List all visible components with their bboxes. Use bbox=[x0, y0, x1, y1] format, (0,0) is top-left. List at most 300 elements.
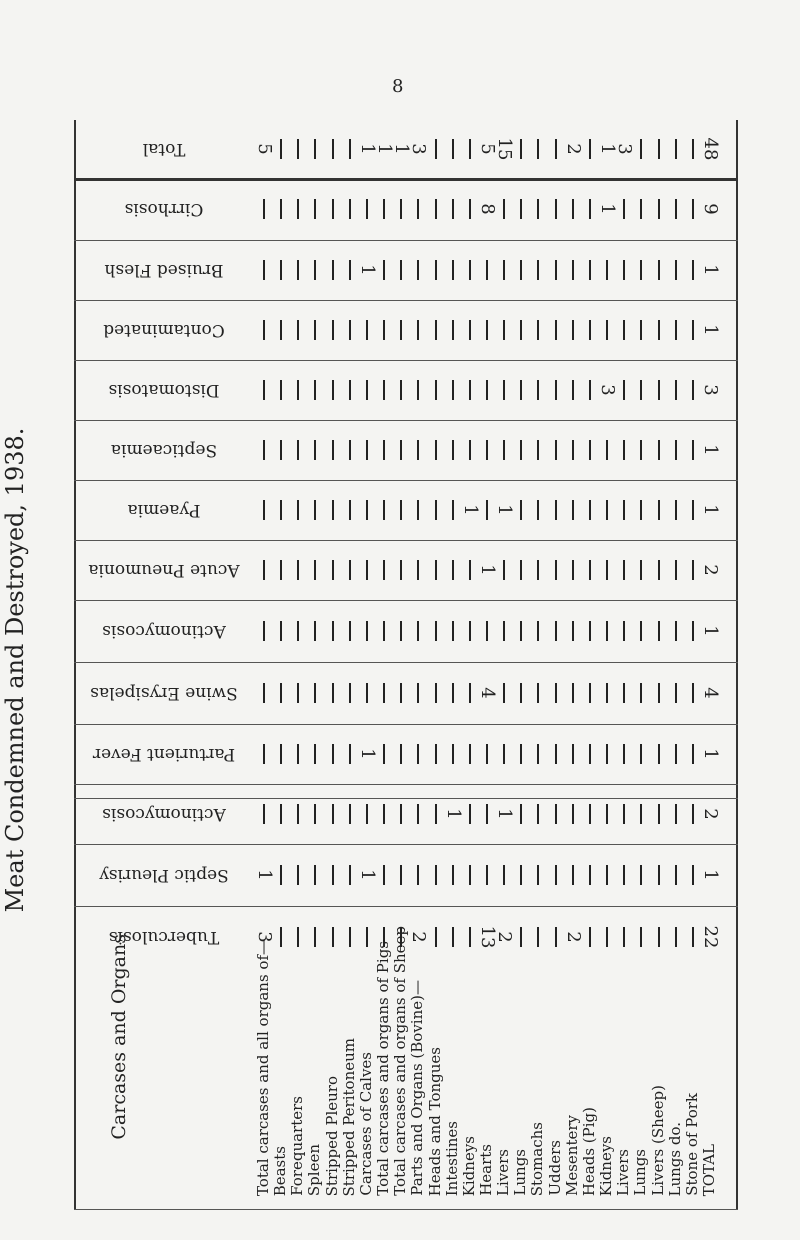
dash-mark bbox=[589, 683, 591, 703]
dash-mark bbox=[297, 744, 299, 764]
dash-mark bbox=[520, 621, 522, 641]
dash-mark bbox=[366, 199, 368, 219]
dash-mark bbox=[297, 440, 299, 460]
dash-mark bbox=[349, 139, 351, 159]
row-label-area bbox=[74, 798, 738, 1210]
dash-mark bbox=[349, 199, 351, 219]
dash-mark bbox=[297, 500, 299, 520]
dash-mark bbox=[383, 500, 385, 520]
dash-mark bbox=[606, 320, 608, 340]
dash-mark bbox=[623, 500, 625, 520]
dash-mark bbox=[263, 621, 265, 641]
cell-value: 3 bbox=[614, 143, 636, 155]
page-title: Meat Condemned and Destroyed, 1938. bbox=[1, 427, 29, 913]
dash-mark bbox=[623, 744, 625, 764]
dash-mark bbox=[692, 560, 694, 580]
dash-mark bbox=[606, 621, 608, 641]
dash-mark bbox=[417, 744, 419, 764]
cell-value: 2 bbox=[494, 931, 516, 943]
dash-mark bbox=[658, 500, 660, 520]
cell-value: 5 bbox=[477, 143, 498, 155]
table-cell bbox=[696, 378, 724, 402]
column-header: Contaminated bbox=[103, 320, 225, 340]
row-label: Lungs do. bbox=[665, 1121, 684, 1196]
dash-mark bbox=[537, 744, 539, 764]
dash-mark bbox=[572, 621, 574, 641]
cell-value: 4 bbox=[477, 687, 498, 699]
dash-mark bbox=[555, 683, 557, 703]
dash-mark bbox=[692, 621, 694, 641]
row-label: Spleen bbox=[305, 1143, 324, 1196]
dash-mark bbox=[400, 199, 402, 219]
dash-mark bbox=[400, 621, 402, 641]
dash-mark bbox=[297, 260, 299, 280]
table-cell bbox=[696, 558, 724, 582]
dash-mark bbox=[640, 560, 642, 580]
dash-mark bbox=[486, 380, 488, 400]
dash-mark bbox=[417, 683, 419, 703]
row-label: Beasts bbox=[271, 1145, 290, 1196]
dash-mark bbox=[520, 744, 522, 764]
dash-mark bbox=[332, 380, 334, 400]
dash-mark bbox=[572, 260, 574, 280]
dash-mark bbox=[314, 199, 316, 219]
dash-mark bbox=[640, 440, 642, 460]
dash-mark bbox=[486, 320, 488, 340]
dash-mark bbox=[692, 380, 694, 400]
row-label: Intestines bbox=[442, 1120, 461, 1196]
dash-mark bbox=[263, 320, 265, 340]
dash-mark bbox=[383, 440, 385, 460]
dash-mark bbox=[589, 500, 591, 520]
dash-mark bbox=[606, 683, 608, 703]
dash-mark bbox=[263, 380, 265, 400]
dash-mark bbox=[314, 500, 316, 520]
dash-mark bbox=[589, 440, 591, 460]
dash-mark bbox=[537, 380, 539, 400]
dash-mark bbox=[349, 440, 351, 460]
cell-value: 1 bbox=[356, 748, 378, 760]
dash-mark bbox=[435, 500, 437, 520]
dash-mark bbox=[435, 199, 437, 219]
dash-mark bbox=[520, 199, 522, 219]
dash-mark bbox=[503, 260, 505, 280]
table-cell bbox=[696, 318, 724, 342]
dash-mark bbox=[572, 683, 574, 703]
dash-mark bbox=[675, 440, 677, 460]
dash-mark bbox=[366, 320, 368, 340]
dash-mark bbox=[572, 500, 574, 520]
table-cell bbox=[696, 438, 724, 462]
dash-mark bbox=[297, 683, 299, 703]
dash-mark bbox=[658, 260, 660, 280]
dash-mark bbox=[435, 260, 437, 280]
row-label: Lungs bbox=[511, 1149, 530, 1196]
cell-value: 1 bbox=[700, 324, 721, 336]
dash-mark bbox=[589, 139, 591, 159]
table-cell bbox=[696, 258, 724, 282]
dash-mark bbox=[675, 560, 677, 580]
dash-mark bbox=[520, 260, 522, 280]
cell-value: 2 bbox=[700, 808, 721, 820]
dash-mark bbox=[452, 621, 454, 641]
dash-mark bbox=[623, 621, 625, 641]
dash-mark bbox=[555, 139, 557, 159]
dash-mark bbox=[469, 440, 471, 460]
dash-mark bbox=[658, 320, 660, 340]
row-header: Carcases and Organs bbox=[108, 934, 130, 1140]
dash-mark bbox=[589, 744, 591, 764]
dash-mark bbox=[263, 683, 265, 703]
dash-mark bbox=[469, 744, 471, 764]
dash-mark bbox=[452, 139, 454, 159]
dash-mark bbox=[400, 683, 402, 703]
dash-mark bbox=[349, 621, 351, 641]
cell-value: 1 bbox=[700, 869, 721, 881]
dash-mark bbox=[417, 199, 419, 219]
dash-mark bbox=[417, 440, 419, 460]
dash-mark bbox=[623, 320, 625, 340]
column-header: Bruised Flesh bbox=[104, 260, 224, 280]
row-label: Total carcases and organs of Pigs bbox=[374, 941, 393, 1196]
dash-mark bbox=[589, 560, 591, 580]
dash-mark bbox=[263, 440, 265, 460]
column-band bbox=[74, 724, 738, 784]
cell-value: 1 bbox=[597, 143, 619, 155]
cell-value: 2 bbox=[562, 931, 584, 943]
dash-mark bbox=[383, 199, 385, 219]
dash-mark bbox=[555, 621, 557, 641]
dash-mark bbox=[555, 744, 557, 764]
cell-value: 3 bbox=[254, 931, 275, 943]
column-header: Septicaemia bbox=[110, 440, 218, 460]
dash-mark bbox=[555, 380, 557, 400]
dash-mark bbox=[623, 199, 625, 219]
dash-mark bbox=[537, 560, 539, 580]
dash-mark bbox=[658, 139, 660, 159]
dash-mark bbox=[366, 500, 368, 520]
dash-mark bbox=[400, 744, 402, 764]
cell-value: 2 bbox=[562, 143, 584, 155]
dash-mark bbox=[658, 199, 660, 219]
row-label: Lungs bbox=[631, 1149, 650, 1196]
dash-mark bbox=[332, 320, 334, 340]
dash-mark bbox=[606, 260, 608, 280]
cell-value: 1 bbox=[700, 625, 721, 637]
table-bottom-border bbox=[74, 1209, 738, 1210]
row-label: Total carcases and organs of Sheep bbox=[391, 926, 410, 1196]
dash-mark bbox=[383, 744, 385, 764]
table-cell bbox=[696, 197, 724, 221]
dash-mark bbox=[452, 683, 454, 703]
column-band bbox=[74, 662, 738, 724]
dash-mark bbox=[675, 744, 677, 764]
column-header: Parturient Fever bbox=[92, 744, 236, 764]
dash-mark bbox=[297, 560, 299, 580]
dash-mark bbox=[469, 621, 471, 641]
dash-mark bbox=[469, 683, 471, 703]
dash-mark bbox=[555, 320, 557, 340]
dash-mark bbox=[435, 744, 437, 764]
row-label: Livers bbox=[614, 1149, 633, 1196]
dash-mark bbox=[537, 500, 539, 520]
column-header: Total bbox=[142, 139, 186, 159]
dash-mark bbox=[383, 260, 385, 280]
dash-mark bbox=[332, 500, 334, 520]
dash-mark bbox=[520, 320, 522, 340]
dash-mark bbox=[537, 440, 539, 460]
table-cell bbox=[696, 681, 724, 705]
row-label: Hearts bbox=[477, 1144, 495, 1196]
dash-mark bbox=[555, 199, 557, 219]
dash-mark bbox=[469, 380, 471, 400]
dash-mark bbox=[332, 621, 334, 641]
dash-mark bbox=[486, 500, 488, 520]
column-header: Cirrhosis bbox=[124, 199, 204, 219]
dash-mark bbox=[692, 320, 694, 340]
cell-value: 1 bbox=[356, 869, 378, 881]
page-number: 8 bbox=[392, 76, 404, 97]
column-band bbox=[74, 420, 738, 480]
dash-mark bbox=[280, 440, 282, 460]
dash-mark bbox=[366, 560, 368, 580]
cell-value: 1 bbox=[700, 444, 721, 456]
cell-value: 2 bbox=[700, 564, 721, 576]
dash-mark bbox=[658, 380, 660, 400]
dash-mark bbox=[692, 199, 694, 219]
column-band bbox=[74, 600, 738, 662]
cell-value: 1 bbox=[442, 808, 464, 820]
dash-mark bbox=[486, 621, 488, 641]
dash-mark bbox=[280, 621, 282, 641]
dash-mark bbox=[692, 440, 694, 460]
dash-mark bbox=[520, 380, 522, 400]
dash-mark bbox=[435, 683, 437, 703]
row-label: Stripped Pleuro bbox=[322, 1075, 341, 1196]
dash-mark bbox=[280, 560, 282, 580]
dash-mark bbox=[314, 683, 316, 703]
dash-mark bbox=[606, 440, 608, 460]
dash-mark bbox=[503, 440, 505, 460]
row-label: Stomachs bbox=[528, 1121, 547, 1196]
dash-mark bbox=[606, 560, 608, 580]
row-label: Heads and Tongues bbox=[425, 1046, 444, 1196]
dash-mark bbox=[400, 500, 402, 520]
dash-mark bbox=[503, 199, 505, 219]
dash-mark bbox=[640, 621, 642, 641]
row-label: Stripped Peritoneum bbox=[339, 1037, 358, 1196]
dash-mark bbox=[280, 139, 282, 159]
dash-mark bbox=[675, 500, 677, 520]
dash-mark bbox=[314, 380, 316, 400]
dash-mark bbox=[417, 560, 419, 580]
dash-mark bbox=[383, 621, 385, 641]
dash-mark bbox=[503, 683, 505, 703]
cell-value: 1 bbox=[597, 203, 619, 215]
cell-value: 1 bbox=[494, 504, 516, 516]
dash-mark bbox=[486, 744, 488, 764]
dash-mark bbox=[469, 199, 471, 219]
dash-mark bbox=[280, 380, 282, 400]
dash-mark bbox=[332, 683, 334, 703]
dash-mark bbox=[537, 683, 539, 703]
dash-mark bbox=[297, 199, 299, 219]
dash-mark bbox=[555, 500, 557, 520]
cell-value: 5 bbox=[254, 143, 275, 155]
cell-value: 1 bbox=[391, 143, 413, 155]
dash-mark bbox=[297, 380, 299, 400]
dash-mark bbox=[520, 139, 522, 159]
table-cell bbox=[696, 498, 724, 522]
dash-mark bbox=[555, 260, 557, 280]
row-label: Livers (Sheep) bbox=[648, 1085, 667, 1196]
dash-mark bbox=[349, 260, 351, 280]
dash-mark bbox=[435, 621, 437, 641]
column-band bbox=[74, 178, 738, 240]
dash-mark bbox=[520, 500, 522, 520]
cell-value: 3 bbox=[408, 143, 430, 155]
dash-mark bbox=[400, 560, 402, 580]
column-band bbox=[74, 360, 738, 420]
dash-mark bbox=[537, 199, 539, 219]
dash-mark bbox=[280, 744, 282, 764]
dash-mark bbox=[675, 139, 677, 159]
dash-mark bbox=[520, 560, 522, 580]
dash-mark bbox=[469, 260, 471, 280]
cell-value: 1 bbox=[477, 564, 498, 576]
dash-mark bbox=[263, 560, 265, 580]
table-cell bbox=[696, 619, 724, 643]
column-header: Distomatosis bbox=[108, 380, 220, 400]
dash-mark bbox=[383, 560, 385, 580]
dash-mark bbox=[589, 320, 591, 340]
dash-mark bbox=[314, 260, 316, 280]
dash-mark bbox=[366, 380, 368, 400]
dash-mark bbox=[640, 139, 642, 159]
dash-mark bbox=[623, 440, 625, 460]
dash-mark bbox=[675, 199, 677, 219]
cell-value: 1 bbox=[700, 748, 721, 760]
dash-mark bbox=[314, 744, 316, 764]
dash-mark bbox=[349, 744, 351, 764]
dash-mark bbox=[469, 139, 471, 159]
table-cell bbox=[696, 137, 724, 161]
dash-mark bbox=[606, 500, 608, 520]
column-header: Septic Pleurisy bbox=[99, 865, 229, 885]
row-label: Stone of Pork bbox=[682, 1093, 701, 1196]
dash-mark bbox=[640, 500, 642, 520]
row-label: Mesentery bbox=[562, 1114, 581, 1196]
dash-mark bbox=[263, 260, 265, 280]
dash-mark bbox=[503, 380, 505, 400]
cell-value: 3 bbox=[597, 384, 619, 396]
dash-mark bbox=[623, 380, 625, 400]
dash-mark bbox=[469, 320, 471, 340]
dash-mark bbox=[486, 440, 488, 460]
column-header: Swine Erysipelas bbox=[90, 683, 238, 703]
cell-value: 1 bbox=[700, 264, 721, 276]
dash-mark bbox=[572, 440, 574, 460]
column-band bbox=[74, 240, 738, 300]
dash-mark bbox=[280, 500, 282, 520]
dash-mark bbox=[332, 199, 334, 219]
dash-mark bbox=[435, 380, 437, 400]
dash-mark bbox=[280, 683, 282, 703]
dash-mark bbox=[692, 500, 694, 520]
dash-mark bbox=[349, 560, 351, 580]
dash-mark bbox=[280, 260, 282, 280]
dash-mark bbox=[263, 199, 265, 219]
dash-mark bbox=[469, 560, 471, 580]
dash-mark bbox=[537, 621, 539, 641]
dash-mark bbox=[297, 139, 299, 159]
dash-mark bbox=[589, 260, 591, 280]
dash-mark bbox=[349, 500, 351, 520]
dash-mark bbox=[417, 500, 419, 520]
dash-mark bbox=[400, 440, 402, 460]
dash-mark bbox=[349, 683, 351, 703]
column-header: Pyaemia bbox=[127, 500, 201, 520]
column-header: Tuberculosis bbox=[108, 927, 220, 947]
dash-mark bbox=[503, 621, 505, 641]
column-header: Acute Pneumonia bbox=[88, 560, 240, 580]
dash-mark bbox=[383, 683, 385, 703]
dash-mark bbox=[452, 500, 454, 520]
dash-mark bbox=[640, 744, 642, 764]
dash-mark bbox=[537, 260, 539, 280]
dash-mark bbox=[452, 744, 454, 764]
dash-mark bbox=[555, 560, 557, 580]
column-band bbox=[74, 120, 738, 178]
dash-mark bbox=[640, 320, 642, 340]
dash-mark bbox=[383, 380, 385, 400]
cell-value: 1 bbox=[374, 143, 396, 155]
dash-mark bbox=[572, 320, 574, 340]
dash-mark bbox=[520, 683, 522, 703]
dash-mark bbox=[589, 199, 591, 219]
row-label: Kidneys bbox=[597, 1135, 616, 1196]
dash-mark bbox=[435, 440, 437, 460]
dash-mark bbox=[692, 260, 694, 280]
dash-mark bbox=[572, 380, 574, 400]
cell-value: 1 bbox=[494, 808, 516, 820]
dash-mark bbox=[572, 560, 574, 580]
dash-mark bbox=[692, 683, 694, 703]
dash-mark bbox=[400, 380, 402, 400]
dash-mark bbox=[589, 380, 591, 400]
dash-mark bbox=[314, 320, 316, 340]
dash-mark bbox=[263, 500, 265, 520]
column-band bbox=[74, 540, 738, 600]
dash-mark bbox=[417, 260, 419, 280]
dash-mark bbox=[417, 380, 419, 400]
row-label: Heads (Pig) bbox=[579, 1106, 598, 1196]
row-label: Livers bbox=[494, 1149, 513, 1196]
cell-value: 15 bbox=[494, 137, 516, 161]
dash-mark bbox=[332, 560, 334, 580]
dash-mark bbox=[589, 621, 591, 641]
dash-mark bbox=[297, 621, 299, 641]
dash-mark bbox=[452, 260, 454, 280]
cell-value: 13 bbox=[477, 925, 498, 949]
dash-mark bbox=[349, 380, 351, 400]
dash-mark bbox=[623, 560, 625, 580]
row-label: Parts and Organs (Bovine)— bbox=[408, 980, 427, 1196]
dash-mark bbox=[640, 380, 642, 400]
dash-mark bbox=[280, 320, 282, 340]
column-band bbox=[74, 480, 738, 540]
dash-mark bbox=[675, 260, 677, 280]
